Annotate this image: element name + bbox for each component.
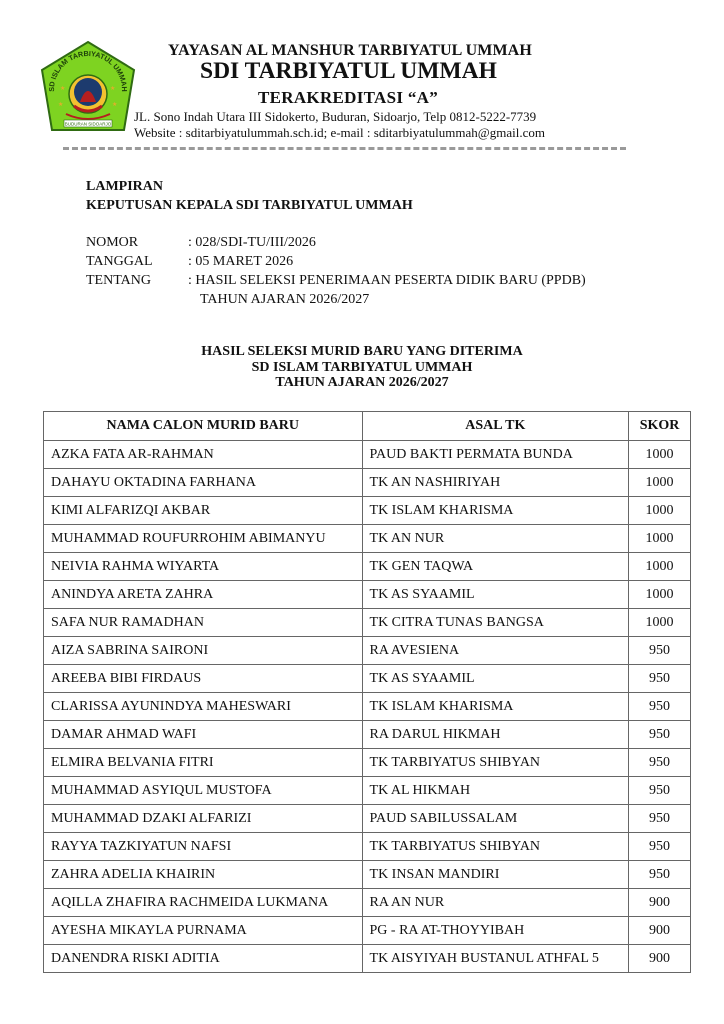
origin-school-cell: TK ISLAM KHARISMA — [362, 693, 629, 721]
student-name-cell: MUHAMMAD DZAKI ALFARIZI — [44, 805, 363, 833]
origin-school-cell: RA DARUL HIKMAH — [362, 721, 629, 749]
score-cell: 1000 — [629, 609, 691, 637]
accepted-students-table — [43, 411, 691, 973]
table-row — [44, 665, 691, 693]
origin-school-cell: TK AN NASHIRIYAH — [362, 469, 629, 497]
origin-school-cell: TK TARBIYATUS SHIBYAN — [362, 749, 629, 777]
origin-school-cell: TK AL HIKMAH — [362, 777, 629, 805]
score-cell: 950 — [629, 749, 691, 777]
table-row — [44, 469, 691, 497]
accreditation: TERAKREDITASI “A” — [258, 88, 439, 107]
svg-text:SD ISLAM TARBIYATUL UMMAH: SD ISLAM TARBIYATUL UMMAH — [46, 48, 130, 92]
result-title-line2: SD ISLAM TARBIYATUL UMMAH — [251, 359, 473, 375]
table-row — [44, 721, 691, 749]
tentang-value-continued: TAHUN AJARAN 2026/2027 — [200, 292, 370, 307]
student-name-cell: MUHAMMAD ASYIQUL MUSTOFA — [44, 777, 363, 805]
tentang-value: : HASIL SELEKSI PENERIMAAN PESERTA DIDIK BARU (PPDB) — [188, 273, 586, 288]
student-name-cell: CLARISSA AYUNINDYA MAHESWARI — [44, 693, 363, 721]
svg-text:★: ★ — [112, 102, 118, 108]
student-name-cell: ZAHRA ADELIA KHAIRIN — [44, 861, 363, 889]
score-cell: 900 — [629, 917, 691, 945]
table-header-row — [44, 412, 691, 441]
svg-text:BUDURAN SIDOARJO: BUDURAN SIDOARJO — [64, 121, 112, 127]
student-name-cell: AZKA FATA AR-RAHMAN — [44, 441, 363, 469]
origin-school-cell: TK AISYIYAH BUSTANUL ATHFAL 5 — [362, 945, 629, 973]
header-origin-school: ASAL TK — [362, 412, 629, 441]
meta-row-nomor — [86, 233, 586, 252]
origin-school-cell: PAUD BAKTI PERMATA BUNDA — [362, 441, 629, 469]
nomor-value: : 028/SDI-TU/III/2026 — [188, 235, 316, 250]
score-cell: 900 — [629, 889, 691, 917]
score-cell: 1000 — [629, 497, 691, 525]
table-row — [44, 945, 691, 973]
origin-school-cell: TK TARBIYATUS SHIBYAN — [362, 833, 629, 861]
nomor-label: NOMOR — [86, 235, 139, 250]
student-name-cell: RAYYA TAZKIYATUN NAFSI — [44, 833, 363, 861]
table-row — [44, 805, 691, 833]
attachment-label: LAMPIRAN — [86, 179, 163, 194]
student-name-cell: ANINDYA ARETA ZAHRA — [44, 581, 363, 609]
header-student-name: NAMA CALON MURID BARU — [44, 412, 363, 441]
score-cell: 950 — [629, 665, 691, 693]
table-row — [44, 637, 691, 665]
origin-school-cell: TK ISLAM KHARISMA — [362, 497, 629, 525]
decree-title: KEPUTUSAN KEPALA SDI TARBIYATUL UMMAH — [86, 198, 413, 213]
school-emblem-icon — [38, 40, 138, 136]
student-name-cell: KIMI ALFARIZQI AKBAR — [44, 497, 363, 525]
student-name-cell: DAHAYU OKTADINA FARHANA — [44, 469, 363, 497]
tentang-label: TENTANG — [86, 273, 151, 288]
origin-school-cell: PAUD SABILUSSALAM — [362, 805, 629, 833]
score-cell: 950 — [629, 861, 691, 889]
score-cell: 950 — [629, 637, 691, 665]
origin-school-cell: RA AVESIENA — [362, 637, 629, 665]
table-row — [44, 861, 691, 889]
origin-school-cell: TK AS SYAAMIL — [362, 665, 629, 693]
score-cell: 1000 — [629, 469, 691, 497]
header-score: SKOR — [629, 412, 691, 441]
tanggal-value: : 05 MARET 2026 — [188, 254, 294, 269]
svg-text:★: ★ — [110, 86, 116, 92]
attachment-heading — [86, 177, 413, 215]
table-row — [44, 777, 691, 805]
table-row — [44, 497, 691, 525]
student-name-cell: DANENDRA RISKI ADITIA — [44, 945, 363, 973]
origin-school-cell: TK AN NUR — [362, 525, 629, 553]
score-cell: 1000 — [629, 581, 691, 609]
origin-school-cell: PG - RA AT-THOYYIBAH — [362, 917, 629, 945]
student-name-cell: NEIVIA RAHMA WIYARTA — [44, 553, 363, 581]
table-row — [44, 441, 691, 469]
origin-school-cell: TK INSAN MANDIRI — [362, 861, 629, 889]
score-cell: 950 — [629, 721, 691, 749]
table-row — [44, 833, 691, 861]
table-row — [44, 889, 691, 917]
origin-school-cell: TK GEN TAQWA — [362, 553, 629, 581]
school-name: SDI TARBIYATUL UMMAH — [200, 58, 497, 84]
table-row — [44, 525, 691, 553]
table-row — [44, 693, 691, 721]
foundation-name: YAYASAN AL MANSHUR TARBIYATUL UMMAH — [168, 42, 532, 59]
score-cell: 900 — [629, 945, 691, 973]
result-title-line1: HASIL SELEKSI MURID BARU YANG DITERIMA — [201, 344, 523, 359]
school-address: JL. Sono Indah Utara III Sidokerto, Buduran, Sidoarjo, Telp 0812-5222-7739 — [134, 109, 537, 124]
decree-meta — [86, 233, 586, 309]
origin-school-cell: TK AS SYAAMIL — [362, 581, 629, 609]
origin-school-cell: RA AN NUR — [362, 889, 629, 917]
score-cell: 1000 — [629, 525, 691, 553]
school-contact: Website : sditarbiyatulummah.sch.id; e-mail : sditarbiyatulummah@gmail.com — [134, 125, 545, 140]
svg-text:★: ★ — [58, 102, 64, 108]
score-cell: 950 — [629, 833, 691, 861]
table-row — [44, 917, 691, 945]
table-row — [44, 749, 691, 777]
student-name-cell: AIZA SABRINA SAIRONI — [44, 637, 363, 665]
result-title — [0, 344, 724, 391]
student-name-cell: DAMAR AHMAD WAFI — [44, 721, 363, 749]
svg-text:★: ★ — [60, 86, 66, 92]
score-cell: 950 — [629, 777, 691, 805]
meta-row-tanggal — [86, 252, 586, 271]
student-name-cell: ELMIRA BELVANIA FITRI — [44, 749, 363, 777]
origin-school-cell: TK CITRA TUNAS BANGSA — [362, 609, 629, 637]
letterhead-divider — [63, 147, 626, 150]
score-cell: 1000 — [629, 553, 691, 581]
score-cell: 950 — [629, 805, 691, 833]
score-cell: 1000 — [629, 441, 691, 469]
table-row — [44, 553, 691, 581]
result-title-line3: TAHUN AJARAN 2026/2027 — [275, 375, 449, 390]
table-row — [44, 609, 691, 637]
student-name-cell: AQILLA ZHAFIRA RACHMEIDA LUKMANA — [44, 889, 363, 917]
table-row — [44, 581, 691, 609]
student-name-cell: AREEBA BIBI FIRDAUS — [44, 665, 363, 693]
meta-row-tentang — [86, 271, 586, 290]
tanggal-label: TANGGAL — [86, 254, 153, 269]
student-name-cell: SAFA NUR RAMADHAN — [44, 609, 363, 637]
student-name-cell: AYESHA MIKAYLA PURNAMA — [44, 917, 363, 945]
student-name-cell: MUHAMMAD ROUFURROHIM ABIMANYU — [44, 525, 363, 553]
score-cell: 950 — [629, 693, 691, 721]
